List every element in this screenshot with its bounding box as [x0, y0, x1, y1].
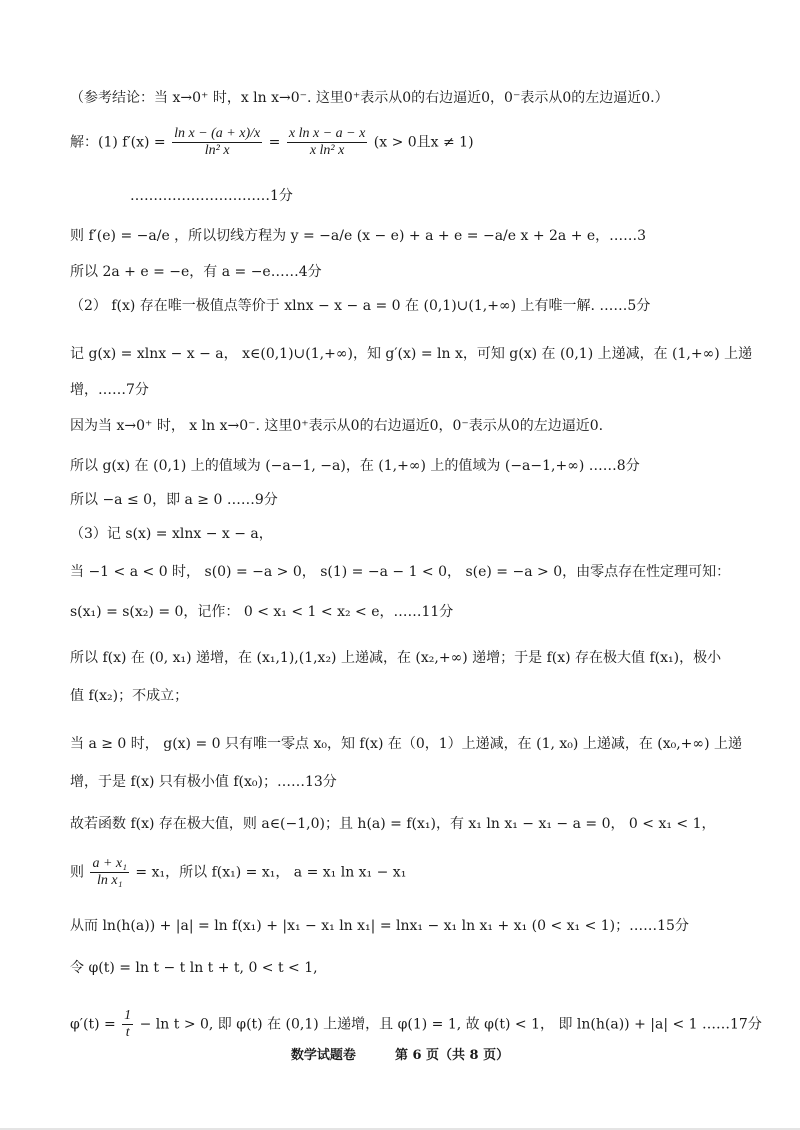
phi-conclusion: − ln t > 0, 即 φ(t) 在 (0,1) 上递增，且 φ(1) = 1, 故 φ(t) < 1， 即 ln(h(a)) + |a| < 1 ……17分	[135, 1016, 762, 1033]
phi-prime-label: φ′(t) =	[70, 1016, 121, 1033]
solution-part1-derivative	[70, 126, 760, 159]
exam-title: 数学试题卷	[290, 1048, 356, 1063]
page-number: 第 6 页（共 8 页）	[394, 1048, 510, 1063]
monotonicity-f: 所以 f(x) 在 (0, x₁) 递增，在 (x₁,1),(1,x₂) 上递减，在 (x₂,+∞) 递增；于是 f(x) 存在极大值 f(x₁)，极小	[70, 650, 722, 666]
max-value-condition: 故若函数 f(x) 存在极大值，则 a∈(−1,0)；且 h(a) = f(x₁)，有 x₁ ln x₁ − x₁ − a = 0， 0 < x₁ < 1，	[70, 816, 716, 832]
fraction-numerator: x ln x − a − x	[288, 126, 366, 141]
fraction-numerator: ln x − (a + x)/x	[174, 126, 261, 141]
then-label: 则	[70, 864, 89, 881]
reference-conclusion: （参考结论：当 x→0⁺ 时，x ln x→0⁻. 这里0⁺表示从0的右边逼近0，0⁻表示从0的左边逼近0.）	[70, 90, 669, 106]
derivative-fraction-2	[287, 126, 367, 159]
zeros-x1-x2: s(x₁) = s(x₂) = 0，记作： 0 < x₁ < 1 < x₂ < e，……11分	[70, 604, 454, 620]
conclusion-part2: 所以 −a ≤ 0，即 a ≥ 0 ……9分	[70, 492, 278, 508]
monotonicity-f-cont: 值 f(x₂)；不成立；	[70, 688, 189, 704]
case-a-negative: 当 −1 < a < 0 时， s(0) = −a > 0， s(1) = −a − 1 < 0， s(e) = −a > 0，由零点存在性定理可知：	[70, 564, 731, 580]
fraction-numerator: 1	[124, 1008, 132, 1023]
fraction-denominator: ln² x	[204, 143, 230, 158]
derivative-fraction-1	[172, 126, 262, 159]
score-line-1: …………………………1分	[130, 188, 293, 204]
fraction-denominator: ln x₁	[96, 873, 123, 888]
phi-derivative	[70, 1008, 760, 1041]
define-phi: 令 φ(t) = ln t − t ln t + t, 0 < t < 1,	[70, 960, 318, 976]
solution-part3-intro: （3）记 s(x) = xlnx − x − a，	[70, 526, 273, 542]
case-a-nonnegative-cont: 增，于是 f(x) 只有极小值 f(x₀)；……13分	[70, 774, 337, 790]
define-g-cont: 增，……7分	[70, 382, 149, 398]
equals-sign: =	[264, 134, 285, 151]
fraction-a-x1	[90, 856, 129, 889]
fraction-one-over-t	[122, 1008, 133, 1041]
fraction-denominator: x ln² x	[309, 143, 345, 158]
limit-note: 因为当 x→0⁺ 时， x ln x→0⁻. 这里0⁺表示从0的右边逼近0，0⁻表示从0的左边逼近0.	[70, 418, 604, 434]
fraction-denominator: t	[125, 1025, 130, 1040]
derivative-label: 解：(1) f′(x) =	[70, 134, 171, 151]
domain-condition: (x > 0且x ≠ 1)	[369, 134, 474, 151]
expression-ln-h: 从而 ln(h(a)) + |a| = ln f(x₁) + |x₁ − x₁ ln x₁| = lnx₁ − x₁ ln x₁ + x₁ (0 < x₁ < 1)；……15分	[70, 918, 689, 934]
tangent-line-equation: 则 f′(e) = −a/e ，所以切线方程为 y = −a/e (x − e) + a + e = −a/e x + 2a + e，……3	[70, 228, 647, 244]
define-g: 记 g(x) = xlnx − x − a， x∈(0,1)∪(1,+∞)，知 g′(x) = ln x，可知 g(x) 在 (0,1) 上递减，在 (1,+∞) 上递	[70, 346, 753, 362]
page-footer	[0, 1044, 800, 1063]
case-a-nonnegative: 当 a ≥ 0 时， g(x) = 0 只有唯一零点 x₀，知 f(x) 在（0，1）上递减，在 (1, x₀) 上递减，在 (x₀,+∞) 上递	[70, 736, 742, 752]
solution-part2-intro: （2） f(x) 存在唯一极值点等价于 xlnx − x − a = 0 在 (0,1)∪(1,+∞) 上有唯一解. ……5分	[70, 298, 651, 314]
solve-a: 所以 2a + e = −e，有 a = −e……4分	[70, 264, 322, 280]
relation-x1	[70, 856, 760, 889]
fraction-numerator: a + x₁	[92, 856, 127, 871]
range-of-g: 所以 g(x) 在 (0,1) 上的值域为 (−a−1, −a)，在 (1,+∞) 上的值域为 (−a−1,+∞) ……8分	[70, 458, 640, 474]
relation-rest: = x₁，所以 f(x₁) = x₁， a = x₁ ln x₁ − x₁	[130, 864, 407, 881]
